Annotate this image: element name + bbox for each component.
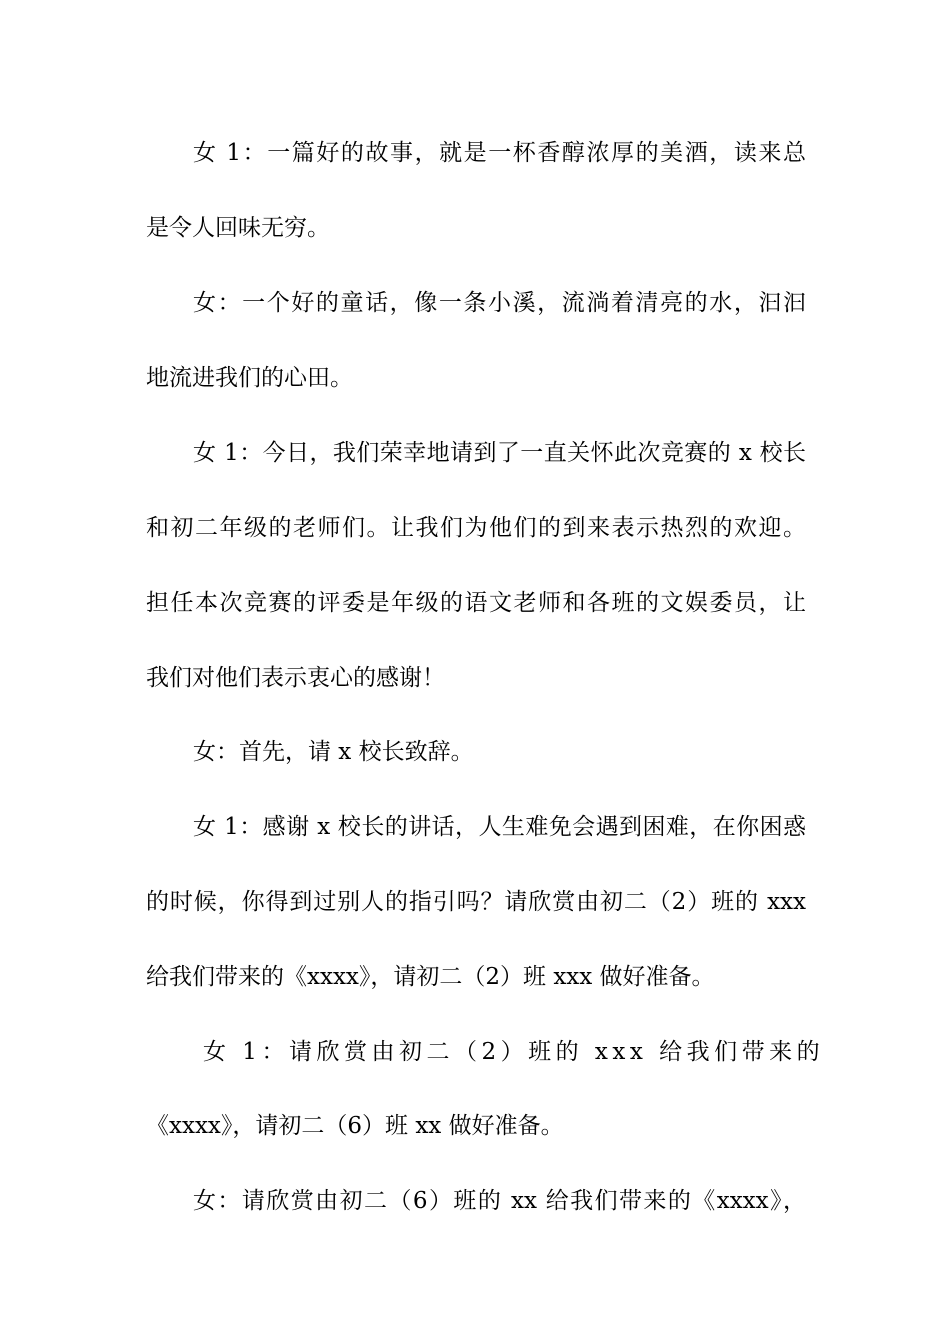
text-line: 女 1：请欣赏由初二（2）班的 xxx 给我们带来的: [203, 1039, 825, 1065]
text-line: 是令人回味无穷。: [146, 215, 330, 241]
text-line: 女：一个好的童话，像一条小溪，流淌着清亮的水，汩汩: [193, 290, 806, 316]
text-line: 女 1：感谢 x 校长的讲话，人生难免会遇到困难，在你困惑: [193, 814, 806, 840]
text-line: 女 1：一篇好的故事，就是一杯香醇浓厚的美酒，读来总: [193, 140, 806, 166]
text-line: 给我们带来的《xxxx》，请初二（2）班 xxx 做好准备。: [146, 964, 715, 990]
text-line: 我们对他们表示衷心的感谢！: [146, 665, 445, 691]
text-line: 地流进我们的心田。: [146, 365, 353, 391]
text-line: 女 1：今日，我们荣幸地请到了一直关怀此次竞赛的 x 校长: [193, 440, 806, 466]
text-line: 女：首先，请 x 校长致辞。: [193, 739, 474, 765]
text-line: 女：请欣赏由初二（6）班的 xx 给我们带来的《xxxx》，: [193, 1188, 806, 1214]
text-line: 《xxxx》，请初二（6）班 xx 做好准备。: [146, 1113, 564, 1139]
text-line: 担任本次竞赛的评委是年级的语文老师和各班的文娱委员，让: [146, 590, 806, 616]
text-line: 的时候，你得到过别人的指引吗？请欣赏由初二（2）班的 xxx: [146, 889, 806, 915]
text-line: 和初二年级的老师们。让我们为他们的到来表示热烈的欢迎。: [146, 515, 806, 541]
